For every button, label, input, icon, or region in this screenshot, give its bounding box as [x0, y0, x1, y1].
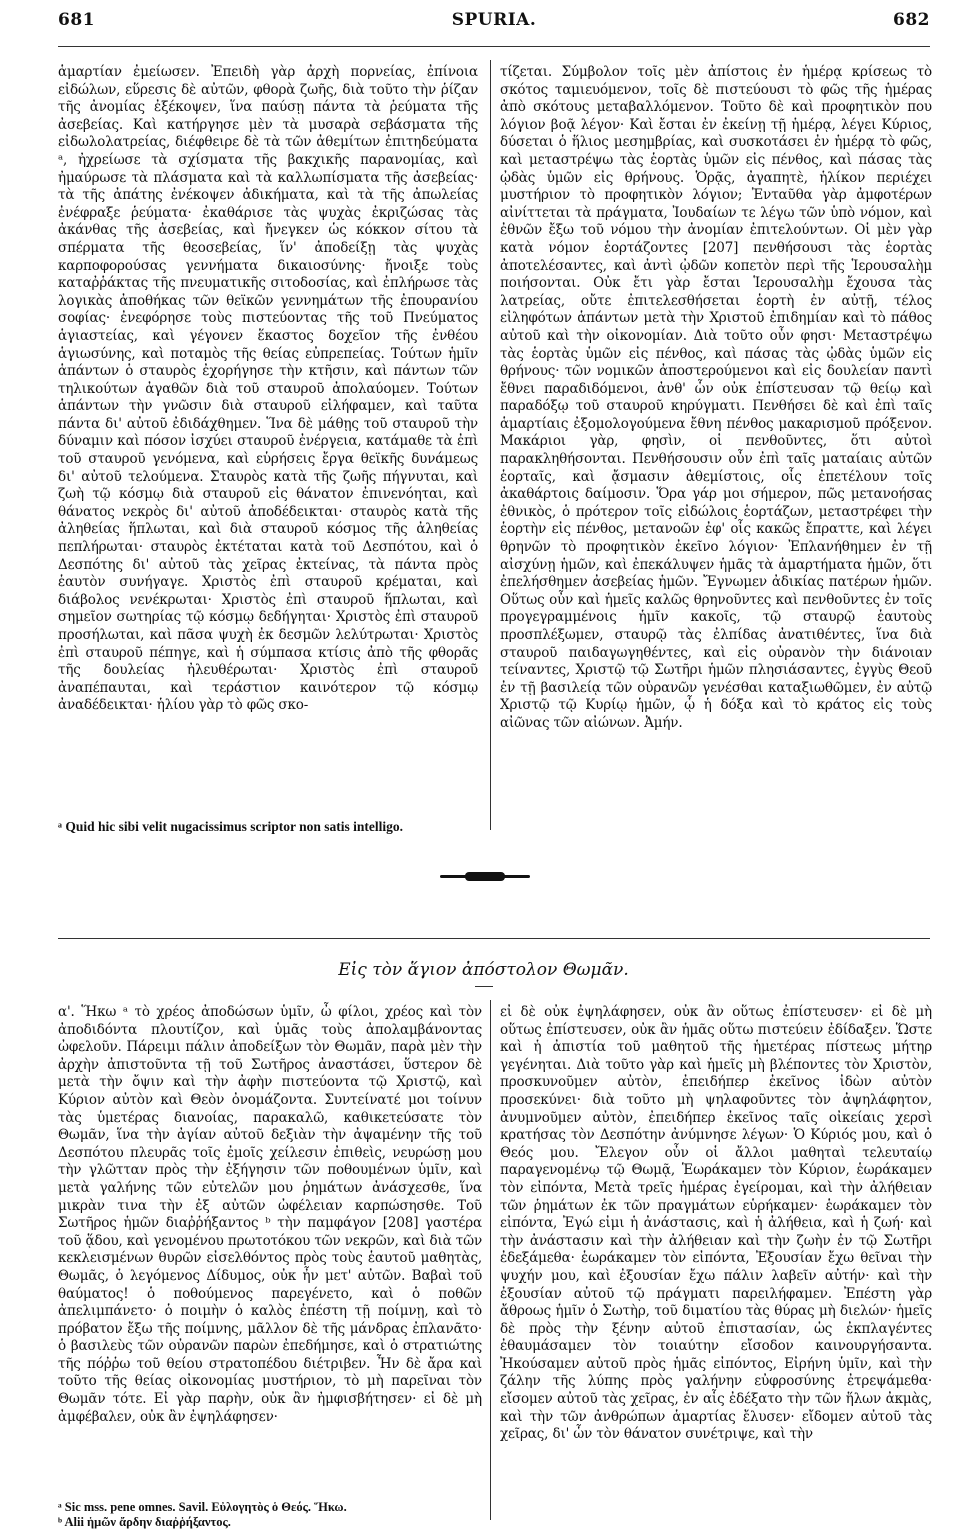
- title-underline: [475, 986, 493, 987]
- footnote-b: ᵇ Alii ἡμῶν ἄρδην διαῤῥήξαντος.: [58, 1515, 231, 1529]
- footnote-a: ᵃ Sic mss. pene omnes. Savil. Εὐλογητὸς ὁ Θεός. Ἥκω.: [58, 1500, 347, 1514]
- column-divider-bottom: [490, 1000, 491, 1520]
- column-right-top: [500, 64, 932, 733]
- section-title: Εἰς τὸν ἅγιον ἀπόστολον Θωμᾶν.: [338, 960, 629, 980]
- body-text: εἰ δὲ οὐκ ἐψηλάφησεν, οὐκ ἂν οὕτως ἐπίστευσεν· εἰ δὲ μὴ οὕτως ἐπίστευσεν, οὐκ ἂν ἡμᾶς οὕτω πιστεύειν ἐδίδαξεν. Ὥστε καὶ ἡ ἀπιστία τοῦ μαθητοῦ τῆς ἡμετέρας πίστεως μήτηρ γεγένηται. Διὰ τοῦτο γὰρ καὶ ἡμεῖς μὴ βλέποντες τὸν Χριστὸν, προσκυνοῦμεν αὐτὸν, ἐπειδήπερ ἐκεῖνος ἰδὼν αὐτὸν προσεκύνει· διὰ τοῦτο μὴ ψηλαφοῦντες τὸν ἀψηλάφητον, ἀνυμνοῦμεν αὐτὸν, ἐπειδήπερ ἐκεῖνος ταῖς οἰκείαις χερσὶ κρατήσας τὸν Δεσπότην ἀνύμνησε λέγων· Ὁ Κύριός μου, καὶ ὁ Θεός μου. Ἔλεγον οὖν οἱ ἄλλοι μαθηταὶ τελευταίῳ παραγενομένῳ τῷ Θωμᾷ, Ἑωράκαμεν τὸν Κύριον, ἑωράκαμεν τὸν εἰπόντα, Μετὰ τρεῖς ἡμέρας ἐγείρομαι, καὶ τὴν ἀλήθειαν τῶν ῥημάτων ἐκ τῶν πραγμάτων εὑρήκαμεν· ἑωράκαμεν τὸν εἰπόντα, Ἐγώ εἰμι ἡ ἀνάστασις, καὶ ἡ ἀλήθεια, καὶ ἡ ζωή· καὶ τὴν ἀνάστασιν καὶ τὴν ἀλήθειαν καὶ τὴν ζωὴν ἐν τῷ Σωτῆρι ἐδεξάμεθα· ἑωράκαμεν τὸν εἰπόντα, Ἐξουσίαν ἔχω θεῖναι τὴν ψυχήν μου, καὶ ἐξουσίαν ἔχω πάλιν λαβεῖν αὐτήν· καὶ τὴν ἐξουσίαν αὐτοῦ τῷ πράγματι παρειλήφαμεν. Ἐπέστη γὰρ ἄθροως ἡμῖν ὁ Σωτὴρ, τοῦ διματίου τὰς θύρας μὴ διελών· ἡμεῖς δὲ πρὸς τὴν ξένην αὐτοῦ ἐπιστασίαν, ὡς ἐκπλαγέντες ἐθαυμάσαμεν τὸν τοιαύτην εἴσοδον καινουργήσαντα. Ἠκούσαμεν αὐτοῦ πρὸς ἡμᾶς εἰπόντος, Εἰρήνη ὑμῖν, καὶ τὴν ζάλην τῆς λύπης πρὸς γαλήνην εὐφροσύνης ἐτρεψάμεθα· εἴσομεν αὐτοῦ τὰς χεῖρας, ἐν αἷς ἐδέξατο τὴν τῶν ἥλων ἀκμὰς, καὶ τὴν τῶν ἀνθρώπων ἁμαρτίας ἔλυσεν· εἴδομεν αὐτοῦ τὰς χεῖρας, δι' ὧν τὸν θάνατον συνέτριψε, καὶ τὴν: [500, 1004, 932, 1443]
- footnote-top: ᵃ Quid hic sibi velit nugacissimus scriptor non satis intelligo.: [58, 819, 403, 834]
- column-divider-top: [490, 60, 491, 830]
- section-ornament: [440, 872, 530, 880]
- body-text: ἁμαρτίαν ἐμείωσεν. Ἐπειδὴ γὰρ ἀρχὴ πορνείας, ἐπίνοια εἰδώλων, εὕρεσις δὲ αὐτῶν, φθορὰ ζωῆς, διὰ τοῦτο τὴν ῥίζαν τῆς ἀνομίας ἐξέκοψεν, ἵνα παύσῃ πάντα τὰ ῥεύματα τῆς ἀσεβείας. Καὶ κατήργησε μὲν τὰ μυσαρὰ σεβάσματα τῆς εἰδωλολατρείας, διέφθειρε δὲ τὰ τῶν ἀθεμίτων ἐπιτηδεύματα ᵃ, ἠχρείωσε τὰ σχίσματα τῆς βακχικῆς παρανομίας, καὶ ἠμαύρωσε τὰ πλάσματα καὶ τὰ καλλωπίσματα τῆς ἀσεβείας· τὰ τῆς ἀπάτης ἐνέκοψεν ἀδικήματα, καὶ τὰ τῆς ἀπωλείας ἐνέφραξε ῥεύματα· ἐκαθάρισε τὰς ψυχὰς ἐκριζώσας τὰς ἀκάνθας τῆς ἀσεβείας, καὶ ἤνεγκεν ὡς κόκκον σίτου τὰ σπέρματα τῆς θεοσεβείας, ἵν' ἀποδείξῃ τὰς ψυχὰς καρποφορούσας γεννήματα δικαιοσύνης· ἤνοιξε τοὺς καταῤῥάκτας τῆς πνευματικῆς σιτοδοσίας, καὶ ἐπλήρωσε τὰς λογικὰς ἀποθήκας τῶν θεϊκῶν γεννημάτων τῆς ἐπουρανίου σοφίας· ἐνεφόρησε τοὺς πιστεύοντας τῆς τοῦ Πνεύματος ἁγιαστείας, καὶ γέγονεν ἕκαστος δοχεῖον τῆς ἐνθέου ἁγιωσύνης, καὶ ποταμὸς τῆς θείας εὐπρεπείας. Τούτων ἡμῖν ἁπάντων ὁ σταυρὸς ἐχορήγησε τὴν κτῆσιν, καὶ πάντων τῶν τηλικούτων ἀγαθῶν διὰ τοῦ σταυροῦ ἀπολαύομεν. Τούτων ἁπάντων τὴν γνῶσιν διὰ σταυροῦ εἰλήφαμεν, καὶ ταῦτα πάντα δι' αὐτοῦ ἐδιδάχθημεν. Ἵνα δὲ μάθῃς τοῦ σταυροῦ τὴν δύναμιν καὶ πόσον ἰσχύει σταυροῦ ἐνέργεια, κατάμαθε τὰ ἐπὶ τοῦ σταυροῦ γενόμενα, καὶ εὑρήσεις ἔργα θεϊκῆς δυνάμεως δι' αὐτοῦ τελούμενα. Σταυρὸς κατὰ τῆς ζωῆς πήγνυται, καὶ ζωὴ τῷ κόσμῳ διὰ σταυροῦ εἰς θάνατον ἐπινενόηται, καὶ θάνατος νεκρὸς δι' αὐτοῦ ἀποδέδεικται· σταυρὸς κατὰ τῆς ἀληθείας ἥπλωται, καὶ διὰ σταυροῦ κόσμος τῆς ἀληθείας πεπλήρωται· σταυρὸς ἐκτέταται κατὰ τοῦ Δεσπότου, καὶ ὁ Δεσπότης δι' αὐτοῦ τὰς χεῖρας ἐκτείνας, τὰ πάντα πρὸς ἑαυτὸν συνήγαγε. Χριστὸς ἐπὶ σταυροῦ κρέμαται, καὶ διάβολος νενέκρωται· Χριστὸς ἐπὶ σταυροῦ ἥπλωται, καὶ σημεῖον σωτηρίας τῷ κόσμῳ δεδήγηται· Χριστὸς ἐπὶ σταυροῦ προσήλωται, καὶ πᾶσα ψυχὴ ἐκ δεσμῶν λελύτρωται· Χριστὸς ἐπὶ σταυροῦ πέπηγε, καὶ ἡ σύμπασα κτίσις ἀπὸ τῆς φθορᾶς τῆς δουλείας ἠλευθέρωται· Χριστὸς ἐπὶ σταυροῦ ἀναπέπαυται, καὶ τεράστιον καινότερον τῷ κόσμῳ ἀναδέδεικται· ἡλίου γὰρ τὸ φῶς σκο-: [58, 64, 478, 714]
- page-number-right: 682: [893, 10, 930, 30]
- running-title: SPURIA.: [451, 10, 537, 30]
- column-right-bottom: [500, 1004, 932, 1444]
- running-header: [58, 10, 930, 40]
- footnotes-bottom: [58, 1500, 482, 1530]
- header-rule: [58, 46, 930, 47]
- column-left-bottom: [58, 1004, 482, 1426]
- section-rule: [58, 938, 930, 939]
- body-text: α'. Ἥκω ᵃ τὸ χρέος ἀποδώσων ὑμῖν, ὦ φίλοι, χρέος καὶ τὸν ἀποδιδόντα πλουτίζον, καὶ ὑμᾶς τοὺς ἀπολαμβάνοντας ὠφελοῦν. Πάρειμι πάλιν ἀποδείξων τὸν Θωμᾶν, παρὰ μὲν τὴν ἀρχὴν ἀπιστοῦντα τῇ τοῦ Σωτῆρος ἀναστάσει, ὕστερον δὲ μετὰ τὴν ὄψιν καὶ τὴν ἀφὴν πιστεύοντα τῷ Χριστῷ, καὶ Κύριον αὐτὸν καὶ Θεὸν ὀνομάζοντα. Συντείνατέ μοι τοίνυν τὰς ὑμετέρας διανοίας, παρακαλῶ, καθικετεύσατε τὸν Θωμᾶν, ἵνα τὴν ἀγίαν αὐτοῦ δεξιὰν τὴν ἀψαμένην τῆς τοῦ Δεσπότου πλευρᾶς τοῖς ἐμοῖς χείλεσιν ἐπιθεὶς, νευρώσῃ μου τὴν γλῶτταν πρὸς τὴν ἐξήγησιν τῶν ποθουμένων ὑμῖν, καὶ μετὰ γαλήνης τῶν εὐτελῶν μου ῥημάτων ἀνάσχεσθε, ἵνα μικρὰν τινα τὴν ἐξ αὐτῶν ὠφέλειαν καρπώσησθε. Τοῦ Σωτῆρος ἡμῶν διαῤῥήξαντος ᵇ τὴν παμφάγον [208] γαστέρα τοῦ ᾅδου, καὶ γενομένου πρωτοτόκου τῶν νεκρῶν, καὶ διὰ τῶν κεκλεισμένων θυρῶν εἰσελθόντος πρὸς τοὺς ἑαυτοῦ μαθητὰς, Θωμᾶς, ὁ λεγόμενος Δίδυμος, οὐκ ἦν μετ' αὐτῶν. Βαβαὶ τοῦ θαύματος! ὁ ποθούμενος παρεγένετο, καὶ ὁ ποθῶν ἀπελιμπάνετο· ὁ ποιμὴν ὁ καλὸς ἐπέστη τῇ ποίμνῃ, καὶ τὸ πρόβατον ἔξω τῆς ποίμνης, μᾶλλον δὲ τῆς μάνδρας ἐπλανᾶτο· ὁ βασιλεὺς τῶν οὐρανῶν παρὼν ἐπεδήμησε, καὶ ὁ στρατιώτης τῆς πόῤῥω τοῦ θείου στρατοπέδου διέτριβεν. Ἦν δὲ ἄρα καὶ τοῦτο τῆς θείας οἰκονομίας μυστήριον, τὸ μὴ παρεῖναι τὸν Θωμᾶν τότε. Εἰ γὰρ παρὴν, οὐκ ἂν ἠμφισβήτησεν· εἰ δὲ μὴ ἀμφέβαλεν, οὐκ ἂν ἐψηλάφησεν·: [58, 1004, 482, 1425]
- body-text: τίζεται. Σύμβολον τοῖς μὲν ἀπίστοις ἐν ἡμέρᾳ κρίσεως τὸ σκότος ταμιευόμενον, τοῖς δὲ πιστεύουσι τὸ φῶς τῆς ἡμέρας ἀπὸ σκότους μεταβαλλόμενον. Τοῦτο δὲ καὶ προφητικὸν που λόγιον βοᾷ λέγον· Καὶ ἔσται ἐν ἐκείνῃ τῇ ἡμέρᾳ, λέγει Κύριος, δύσεται ὁ ἥλιος μεσημβρίας, καὶ συσκοτάσει ἐν ἡμέρᾳ τὸ φῶς, καὶ μεταστρέψω τὰς ἑορτὰς ὑμῶν εἰς πένθος, καὶ πάσας τὰς ᾠδὰς ὑμῶν εἰς θρήνους. Ὁρᾷς, ἀγαπητὲ, ἡλίκον περιέχει μυστήριον τὸ προφητικὸν λόγιον; Ἐνταῦθα γὰρ ἀμφοτέρων αἰνίττεται τὰ πράγματα, Ἰουδαίων τε λέγω τῶν ὑπὸ νόμον, καὶ ἐθνῶν ἔξω τοῦ νόμου τὴν ἀνομίαν ἐπιτελούντων. Οἱ μὲν γὰρ κατὰ νόμον ἑορτάζοντες [207] πενθήσουσι τὰς ἑορτὰς ἀποτελέσαντες, καὶ ἀντὶ ᾠδῶν κοπετὸν περὶ τῆς Ἱερουσαλὴμ ποιήσονται. Οὐκ ἔτι γὰρ ἔσται Ἱερουσαλὴμ ἔχουσα τὰς λατρείας, οὔτε ἐπιτελεσθήσεται ἑορτὴ ἐν αὐτῇ, τέλος εἰληφότων ἁπάντων μετὰ τὴν Χριστοῦ ἐπιδημίαν καὶ τὸ πάθος αὐτοῦ καὶ τὴν οἰκονομίαν. Διὰ τοῦτο οὖν φησι· Μεταστρέψω τὰς ἑορτὰς ὑμῶν εἰς πένθος, καὶ πάσας τὰς ᾠδὰς ὑμῶν εἰς θρήνους· τῶν νομικῶν ἀποστερούμενοι καὶ εἰς δουλείαν παντὶ ἔθνει παραδιδόμενοι, ἀνθ' ὧν οὐκ ἐπίστευσαν τῷ θείῳ καὶ παραδόξῳ τοῦ σταυροῦ κηρύγματι. Πενθήσει δὲ καὶ ἐπὶ ταῖς ἁμαρτίαις ἐξομολογούμενα ἔθνη πένθος μακαρισμοῦ πρόξενον. Μακάριοι γὰρ, φησὶν, οἱ πενθοῦντες, ὅτι αὐτοὶ παρακληθήσονται. Πενθήσουσιν οὖν ἐπὶ ταῖς ματαίαις αὐτῶν ἑορταῖς, καὶ ᾄσμασιν ἀθεμίστοις, οἷς ἐπετέλουν τοῖς ἀκαθάρτοις δαίμοσιν. Ὅρα γάρ μοι σήμερον, πῶς μετανοήσας ἐθνικὸς, ὁ πρότερον τοῖς εἰδώλοις ἑορτάζων, μεταστρέφει τὴν ἑορτὴν εἰς πένθος, μετανοῶν ἐφ' οἷς κακῶς ἔπραττε, καὶ λέγει θρηνῶν τὸ προφητικὸν ἐκεῖνο λόγιον· Ἐπλανήθημεν ἐν τῇ αἰσχύνῃ ἡμῶν, καὶ ἐπεκάλυψεν ἡμᾶς τὰ ἁμαρτήματα ἡμῶν, ὅτι ἐπελήσθημεν ἀσεβείας ἡμῶν. Ἔγνωμεν ἀδικίας πατέρων ἡμῶν. Οὕτως οὖν καὶ ἡμεῖς καλῶς θρηνοῦντες καὶ πενθοῦντες ἐν τοῖς προγεγραμμένοις ἡμῖν κακοῖς, τῷ σταυρῷ ἑαυτοὺς προσπλέξωμεν, σταυρῷ τὰς ἐλπίδας ἀνατιθέντες, ἵνα διὰ σταυροῦ παιδαγωγηθέντες, καὶ εἰς οὐρανὸν τὴν διάνοιαν τείναντες, Χριστῷ τῷ Σωτῆρι ἡμῶν πλησιάσαντες, ἐγγὺς Θεοῦ ἐν τῇ βασιλείᾳ τῶν οὐρανῶν γενέσθαι καταξιωθῶμεν, ἐν αὐτῷ Χριστῷ τῷ Κυρίῳ ἡμῶν, ᾧ ἡ δόξα καὶ τὸ κράτος εἰς τοὺς αἰῶνας τῶν αἰώνων. Ἀμήν.: [500, 64, 932, 731]
- column-left-top: [58, 64, 478, 715]
- page-number-left: 681: [58, 10, 95, 30]
